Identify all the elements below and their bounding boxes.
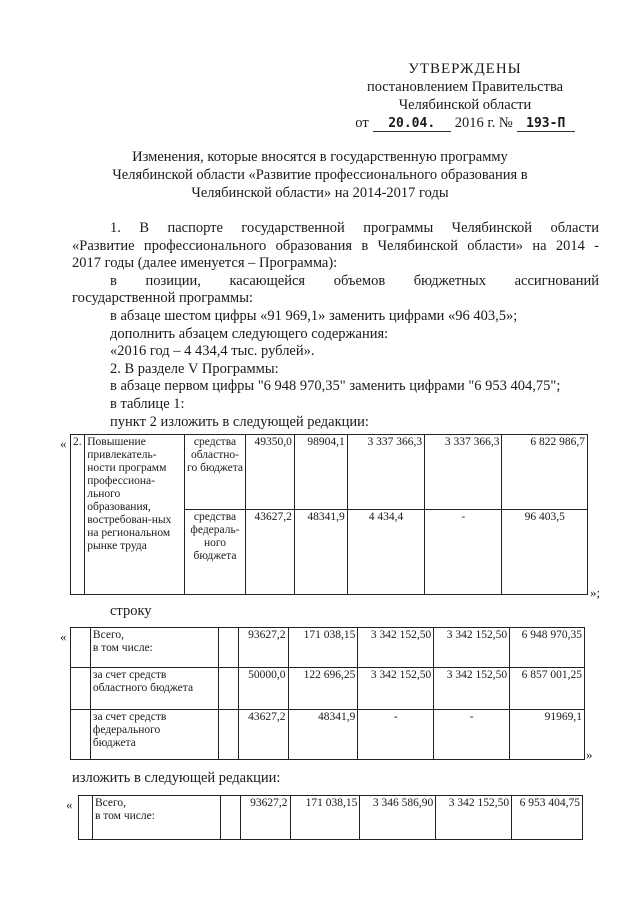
table-1-value: 49350,0 bbox=[246, 435, 295, 510]
table-row bbox=[71, 668, 585, 710]
paragraph-1-line-2: «Развитие профессионального образования в Челябинской области» на 2014 - bbox=[72, 237, 599, 254]
approval-year: 2016 г. № bbox=[454, 115, 513, 131]
table-3 bbox=[78, 795, 583, 840]
document-title bbox=[80, 148, 560, 202]
paragraph-9: пункт 2 изложить в следующей редакции: bbox=[110, 413, 369, 430]
table-1 bbox=[70, 434, 588, 595]
table-2-value: 3 342 152,50 bbox=[434, 668, 510, 710]
table-1-value: - bbox=[425, 510, 502, 595]
table-2-close-quote: » bbox=[586, 747, 593, 762]
approval-number: 193-П bbox=[517, 117, 575, 132]
table-2-value: 3 342 152,50 bbox=[358, 628, 434, 668]
table-1-value: 4 434,4 bbox=[347, 510, 424, 595]
table-2-empty-cell bbox=[218, 668, 238, 710]
table-2 bbox=[70, 627, 585, 760]
table-2-value: 122 696,25 bbox=[288, 668, 358, 710]
table-1-open-quote: « bbox=[60, 436, 67, 451]
paragraph-2-line-1: в позиции, касающейся объемов бюджетных ассигнований bbox=[110, 272, 599, 289]
approval-block bbox=[330, 60, 600, 132]
table-2-label: Всего, в том числе: bbox=[90, 628, 218, 668]
table-2-value: 3 342 152,50 bbox=[434, 628, 510, 668]
table-2-value: 171 038,15 bbox=[288, 628, 358, 668]
table-row bbox=[71, 435, 588, 510]
approval-line-2: Челябинской области bbox=[398, 97, 532, 113]
table-2-label: за счет средств областного бюджета bbox=[90, 668, 218, 710]
table-3-value: 3 346 586,90 bbox=[360, 796, 436, 840]
paragraph-6: 2. В разделе V Программы: bbox=[110, 360, 279, 377]
table-row bbox=[79, 796, 583, 840]
table-2-value: - bbox=[434, 710, 510, 760]
table-2-empty-cell bbox=[71, 628, 91, 668]
table-1-item-name: Повышение привлекатель-ности программ профессиона-льного образования, востребован-ных на региональном рынке труда bbox=[85, 435, 185, 595]
table-1-value: 48341,9 bbox=[294, 510, 347, 595]
paragraph-5: «2016 год – 4 434,4 тыс. рублей». bbox=[110, 343, 315, 360]
paragraph-4: дополнить абзацем следующего содержания: bbox=[110, 325, 389, 342]
approval-date: 20.04. bbox=[373, 117, 451, 132]
paragraph-2-line-2: государственной программы: bbox=[72, 290, 253, 307]
table-1-value: 3 337 366,3 bbox=[425, 435, 502, 510]
paragraph-1-line-3: 2017 годы (далее именуется – Программа): bbox=[72, 255, 338, 272]
body-text bbox=[72, 220, 599, 431]
table-3-value: 3 342 152,50 bbox=[436, 796, 512, 840]
table-2-open-quote: « bbox=[60, 629, 67, 644]
paragraph-7: в абзаце первом цифры "6 948 970,35" заменить цифрами "6 953 404,75"; bbox=[110, 378, 561, 395]
table-1-item-number: 2. bbox=[71, 435, 85, 595]
table-3-empty-cell bbox=[79, 796, 93, 840]
table-3-value: 6 953 404,75 bbox=[512, 796, 583, 840]
table-1-value: 6 822 986,7 bbox=[502, 435, 588, 510]
approval-prefix: от bbox=[355, 115, 369, 131]
approval-title: УТВЕРЖДЕНЫ bbox=[408, 61, 522, 77]
table-3-label: Всего, в том числе: bbox=[92, 796, 220, 840]
table-2-value: 6 857 001,25 bbox=[510, 668, 585, 710]
table-1-close-quote: »; bbox=[590, 585, 601, 600]
approval-date-line bbox=[330, 114, 600, 132]
table-2-empty-cell bbox=[71, 668, 91, 710]
table-1-source: средства областно-го бюджета bbox=[184, 435, 245, 510]
table-1-value: 43627,2 bbox=[246, 510, 295, 595]
table-2-value: 50000,0 bbox=[238, 668, 288, 710]
paragraph-8: в таблице 1: bbox=[110, 395, 185, 412]
approval-line-1: постановлением Правительства bbox=[366, 79, 564, 95]
document-title-line: Челябинской области» на 2014-2017 годы bbox=[191, 185, 449, 201]
table-2-label: за счет средств федерального бюджета bbox=[90, 710, 218, 760]
table-2-value: - bbox=[358, 710, 434, 760]
table-2-value: 93627,2 bbox=[238, 628, 288, 668]
word-stroku: строку bbox=[110, 603, 152, 619]
table-1-value: 96 403,5 bbox=[502, 510, 588, 595]
table-3-empty-cell bbox=[220, 796, 240, 840]
paragraph-1-line-1: 1. В паспорте государственной программы Челябинской области bbox=[110, 220, 599, 236]
table-2-value: 3 342 152,50 bbox=[358, 668, 434, 710]
table-1-value: 3 337 366,3 bbox=[347, 435, 424, 510]
table-1-source: средства федераль-ного бюджета bbox=[184, 510, 245, 595]
table-3-value: 93627,2 bbox=[240, 796, 290, 840]
paragraph-3: в абзаце шестом цифры «91 969,1» заменить цифрами «96 403,5»; bbox=[110, 307, 518, 324]
table-2-value: 91969,1 bbox=[510, 710, 585, 760]
table-2-empty-cell bbox=[218, 628, 238, 668]
table-2-value: 6 948 970,35 bbox=[510, 628, 585, 668]
table-2-empty-cell bbox=[218, 710, 238, 760]
table-3-value: 171 038,15 bbox=[290, 796, 360, 840]
table-2-value: 48341,9 bbox=[288, 710, 358, 760]
table-row bbox=[71, 710, 585, 760]
document-title-line: Изменения, которые вносятся в государственную программу bbox=[132, 149, 508, 165]
table-2-value: 43627,2 bbox=[238, 710, 288, 760]
table-1-value: 98904,1 bbox=[294, 435, 347, 510]
word-izlozhit: изложить в следующей редакции: bbox=[72, 770, 281, 786]
document-title-line: Челябинской области «Развитие профессионального образования в bbox=[112, 167, 528, 183]
table-2-empty-cell bbox=[71, 710, 91, 760]
table-3-open-quote: « bbox=[66, 797, 73, 812]
table-row bbox=[71, 628, 585, 668]
